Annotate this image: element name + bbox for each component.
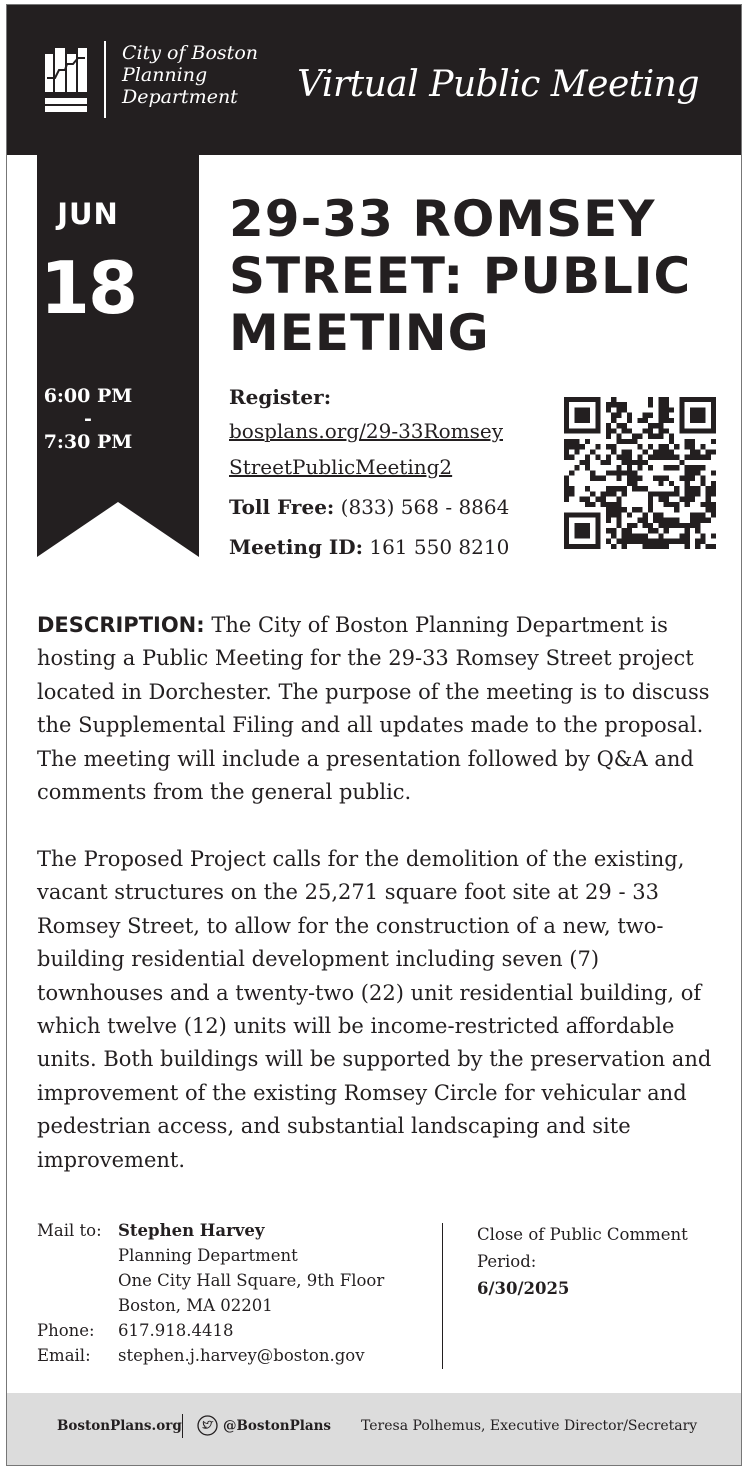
logo-divider bbox=[104, 41, 106, 118]
register-link-line1[interactable]: bosplans.org/29-33Romsey bbox=[229, 419, 503, 443]
time-end: 7:30 PM bbox=[43, 431, 133, 453]
comment-period bbox=[477, 1221, 688, 1302]
comment-period-line2: Period: bbox=[477, 1252, 537, 1271]
register-link-line2[interactable]: StreetPublicMeeting2 bbox=[229, 455, 453, 479]
time-start: 6:00 PM bbox=[43, 385, 133, 407]
comment-period-line1: Close of Public Comment bbox=[477, 1225, 688, 1244]
email-address[interactable]: stephen.j.harvey@boston.gov bbox=[118, 1346, 365, 1365]
org-name-line3: Department bbox=[122, 86, 238, 108]
date-month: JUN bbox=[57, 197, 119, 231]
description-label: DESCRIPTION: bbox=[37, 613, 205, 637]
date-day: 18 bbox=[39, 246, 137, 330]
footer-separator bbox=[182, 1414, 183, 1438]
description bbox=[37, 609, 727, 809]
footer-director: Teresa Polhemus, Executive Director/Secretary bbox=[361, 1418, 698, 1434]
register-label: Register: bbox=[229, 385, 332, 409]
org-name-line1: City of Boston bbox=[122, 42, 258, 64]
meeting-id bbox=[229, 535, 509, 559]
address-line1: Planning Department bbox=[118, 1246, 298, 1265]
qr-code-icon[interactable] bbox=[564, 397, 716, 549]
email-label: Email: bbox=[37, 1346, 91, 1365]
toll-free-label: Toll Free: bbox=[229, 495, 335, 519]
time-separator: - bbox=[84, 408, 92, 430]
notice-page bbox=[6, 4, 742, 1466]
phone-number: 617.918.4418 bbox=[118, 1321, 234, 1340]
title-line3: MEETING bbox=[229, 304, 490, 362]
description-para2: The Proposed Project calls for the demolition of the existing, vacant structures on the 25,271 square foot site at 29 - 33 Romsey Street, to allow for the construction of a new, two-building residential development including seven (7) townhouses and a twenty-two (22) unit residential building, of which twelve (12) units will be income-restricted affordable units. Both buildings will be supported by the preservation and improvement of the existing Romsey Circle for vehicular and pedestrian access, and substantial landscaping and site improvement. bbox=[37, 847, 712, 1172]
toll-free-number: (833) 568 - 8864 bbox=[334, 495, 510, 519]
footer-social-handle[interactable]: @BostonPlans bbox=[223, 1418, 332, 1434]
phone-label: Phone: bbox=[37, 1321, 95, 1340]
title-line1: 29-33 ROMSEY bbox=[229, 190, 656, 248]
header bbox=[7, 5, 741, 155]
title-line2: STREET: PUBLIC bbox=[229, 247, 692, 305]
org-name bbox=[122, 42, 258, 108]
meeting-id-label: Meeting ID: bbox=[229, 535, 363, 559]
boston-logo-icon bbox=[45, 48, 87, 112]
footer-site-link[interactable]: BostonPlans.org bbox=[57, 1418, 182, 1434]
twitter-icon[interactable] bbox=[197, 1415, 218, 1436]
meeting-type: Virtual Public Meeting bbox=[297, 64, 699, 105]
toll-free bbox=[229, 495, 509, 519]
description-para1: The City of Boston Planning Department is hosting a Public Meeting for the 29-33 Romsey Street project located in Dorchester. The purpose of the meeting is to discuss the Supplemental Filing and all updates made to the proposal. The meeting will include a presentation followed by Q&A and comments from the general public. bbox=[37, 613, 710, 805]
comment-period-date: 6/30/2025 bbox=[477, 1279, 570, 1298]
address-line2: One City Hall Square, 9th Floor bbox=[118, 1271, 385, 1290]
footer bbox=[7, 1393, 741, 1466]
contact-name: Stephen Harvey bbox=[118, 1221, 265, 1240]
mail-label: Mail to: bbox=[37, 1221, 102, 1240]
address-line3: Boston, MA 02201 bbox=[118, 1296, 273, 1315]
contact-divider bbox=[442, 1223, 443, 1369]
meeting-title bbox=[229, 191, 729, 362]
org-name-line2: Planning bbox=[122, 64, 208, 86]
meeting-id-number: 161 550 8210 bbox=[363, 535, 510, 559]
